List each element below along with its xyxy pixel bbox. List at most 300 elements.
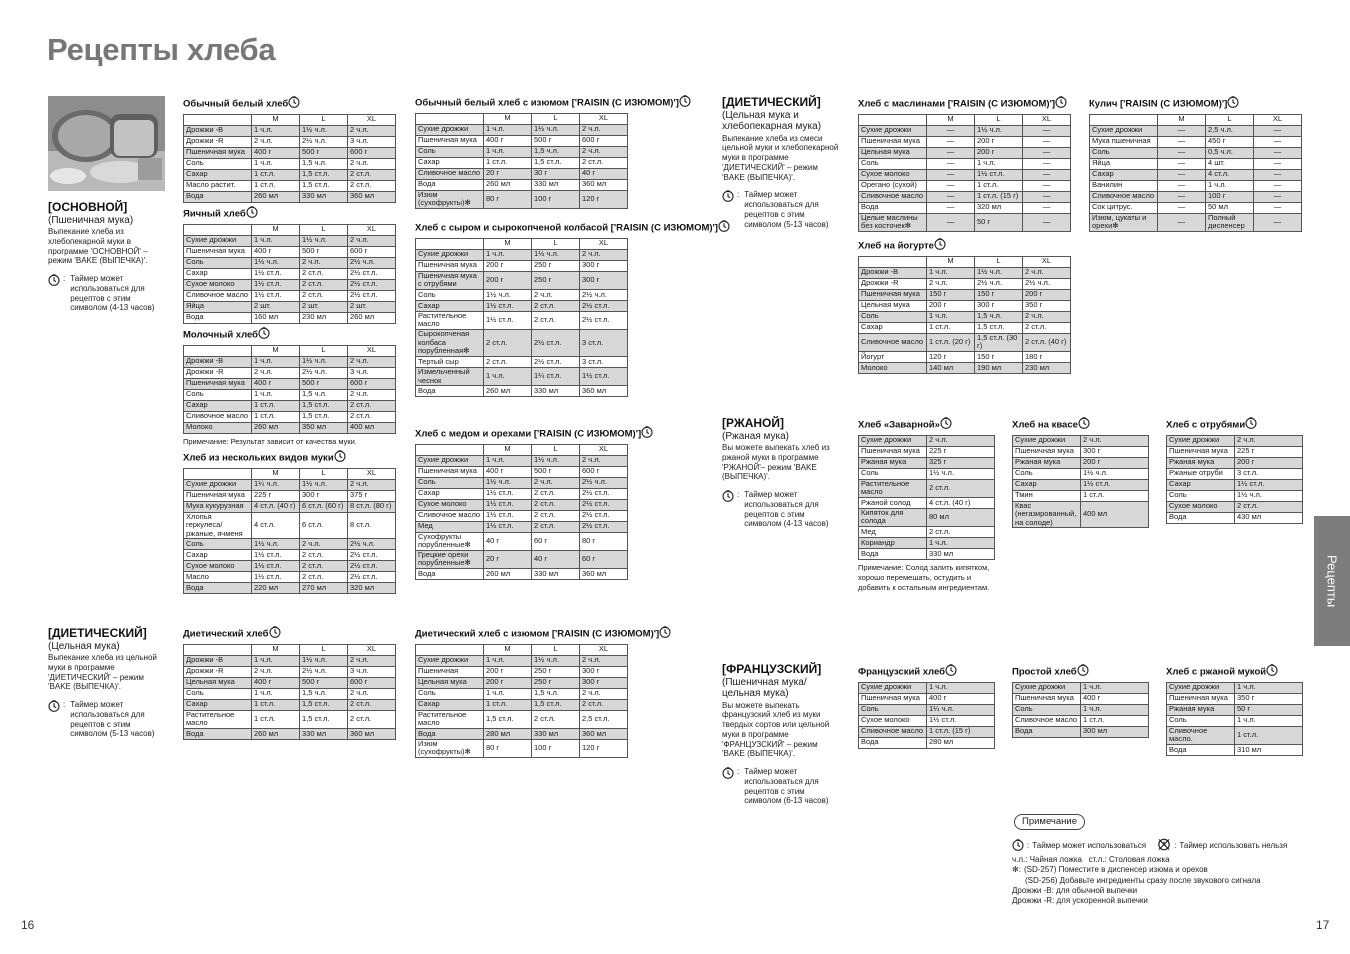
ingredient-amount: 270 мл [300, 583, 348, 594]
ingredient-amount: 330 мл [532, 728, 580, 739]
recipe-table [183, 345, 396, 434]
timer-icon [288, 96, 300, 112]
table-row [1167, 744, 1303, 755]
table-row [184, 367, 396, 378]
table-row [416, 249, 628, 260]
timer-icon [718, 220, 730, 236]
recipe-title [858, 664, 995, 680]
ingredient-amount: 1½ ст.л. [252, 561, 300, 572]
ingredient-amount: 2 ч.л. [1023, 311, 1071, 322]
table-row [1090, 213, 1302, 231]
recipe-table [858, 114, 1071, 232]
table-row [416, 386, 628, 397]
ingredient-name: Соль [184, 257, 252, 268]
table-row [184, 512, 396, 539]
ingredient-name: Сливочное масло. [1167, 726, 1235, 744]
ingredient-name: Сахар [416, 488, 484, 499]
table-row [416, 124, 628, 135]
table-row [416, 455, 628, 466]
ingredient-amount: 80 мл [927, 508, 995, 526]
ingredient-amount: 1½ ст.л. [484, 499, 532, 510]
ingredient-name: Хлопья геркулеса/ ржаные, ячменя [184, 512, 252, 539]
timer-note: : Таймер может использоваться для рецептов с этим символом (5-13 часов) [722, 190, 842, 229]
recipe-zavarnoy [858, 417, 995, 592]
legend-title: Примечание [1014, 814, 1085, 830]
ingredient-amount: 2½ ст.л. [348, 290, 396, 301]
ingredient-amount: — [1158, 202, 1206, 213]
table-row [859, 289, 1071, 300]
size-l-header: L [300, 345, 348, 356]
ingredient-name: Сухие дрожжи [859, 435, 927, 446]
timer-note-text: Таймер может использоваться для рецептов с этим символом (4-13 часов) [70, 274, 155, 313]
table-row [416, 655, 628, 666]
ingredient-amount: 8 ст.л. (80 г) [348, 501, 396, 512]
timer-icon [722, 490, 734, 529]
ingredient-amount: 2 ч.л. [927, 278, 975, 289]
table-row [859, 362, 1071, 373]
size-xl-header: XL [348, 644, 396, 655]
ingredient-amount: 60 г [532, 532, 580, 550]
table-row [1167, 446, 1303, 457]
table-row [859, 351, 1071, 362]
ingredient-amount: 1½ ч.л. [300, 356, 348, 367]
ingredient-amount: 1,5 ст.л. [300, 400, 348, 411]
table-row [859, 180, 1071, 191]
ingredient-amount: — [1158, 125, 1206, 136]
ingredient-amount: 2 ст.л. [580, 699, 628, 710]
timer-icon [1077, 664, 1089, 680]
ingredient-amount: 4 шт. [1206, 158, 1254, 169]
ingredient-name: Пшеничная [416, 666, 484, 677]
timer-note: : Таймер может использоваться для рецептов с этим символом (4-13 часов) [48, 274, 166, 313]
ingredient-name: Пшеничная мука [859, 136, 927, 147]
ingredient-amount: 2½ ч.л. [348, 539, 396, 550]
recipe-table [1012, 682, 1149, 738]
section-description: Выпекание хлеба из цельной муки в программе 'ДИЕТИЧЕСКИЙ' – режим 'BAKE (ВЫПЕЧКА)'. [48, 653, 157, 692]
ingredient-amount: 1½ ч.л. [975, 125, 1023, 136]
ingredient-amount: 1½ ст.л. [1081, 479, 1149, 490]
ingredient-name: Дрожжи -R [184, 367, 252, 378]
table-row [859, 213, 1071, 231]
ingredient-amount: 2 ч.л. [348, 158, 396, 169]
ingredient-amount: 2 ст.л. (40 г) [1023, 333, 1071, 351]
ingredient-amount: 200 г [484, 677, 532, 688]
ingredient-amount: 400 г [252, 378, 300, 389]
ingredient-amount: 1½ ч.л. [300, 655, 348, 666]
ingredient-amount: 2 ст.л. [1023, 322, 1071, 333]
ingredient-amount: 2 ч.л. [580, 655, 628, 666]
ingredient-amount: — [927, 213, 975, 231]
table-row [859, 158, 1071, 169]
ingredient-amount: 4 ст.л. (40 г) [927, 497, 995, 508]
ingredient-name: Соль [416, 477, 484, 488]
ingredient-amount: 1,5 ч.л. [300, 688, 348, 699]
ingredient-amount: 225 г [927, 446, 995, 457]
ingredient-amount: — [1254, 125, 1302, 136]
timer-note-text: Таймер может использоваться для рецептов с этим символом (4-13 часов) [744, 490, 829, 529]
ingredient-amount: 300 г [580, 260, 628, 271]
table-row [1090, 191, 1302, 202]
recipe-title [858, 238, 1071, 254]
recipe-title-text: Диетический хлеб с изюмом ['RAISIN (С ИЗЮМОМ)'] [415, 628, 660, 640]
recipe-milk [183, 327, 396, 446]
ingredient-name: Вода [416, 569, 484, 580]
ingredient-amount: 1,5 ч.л. [532, 146, 580, 157]
ingredient-amount: — [1254, 202, 1302, 213]
ingredient-name: Сливочное масло [416, 510, 484, 521]
ingredient-amount: 2,5 ч.л. [1206, 125, 1254, 136]
recipe-table [183, 468, 396, 595]
ingredient-amount: 2 ст.л. [300, 268, 348, 279]
timer-icon [334, 450, 346, 466]
table-row [416, 550, 628, 568]
ingredient-amount: 230 мл [1023, 362, 1071, 373]
ingredient-amount: 2 ч.л. [1235, 435, 1303, 446]
ingredient-amount: 1 ст.л. [975, 180, 1023, 191]
table-row [416, 521, 628, 532]
table-header-row [184, 468, 396, 479]
ingredient-amount: 1½ ч.л. [532, 124, 580, 135]
table-row [184, 479, 396, 490]
ingredient-amount: 1½ ч.л. [532, 455, 580, 466]
table-row [416, 260, 628, 271]
ingredient-amount: 1½ ст.л. [252, 279, 300, 290]
table-row [1013, 435, 1149, 446]
table-row [859, 726, 995, 737]
table-row [1167, 479, 1303, 490]
ingredient-amount: 40 г [580, 168, 628, 179]
ingredient-amount: 1½ ч.л. [300, 479, 348, 490]
ingredient-amount: 2,5 ст.л. [580, 710, 628, 728]
ingredient-amount: 1,5 ст.л. [975, 322, 1023, 333]
ingredient-name: Сахар [184, 400, 252, 411]
ingredient-name: Сахар [416, 157, 484, 168]
ingredient-amount: 325 г [927, 457, 995, 468]
recipe-title [183, 96, 396, 112]
timer-note-text: Таймер может использоваться для рецептов с этим символом (6-13 часов) [744, 767, 829, 806]
ingredient-amount: 8 ст.л. [348, 512, 396, 539]
table-row [184, 666, 396, 677]
ingredient-amount: 1 ст.л. [484, 699, 532, 710]
size-xl-header: XL [348, 345, 396, 356]
timer-icon [246, 206, 258, 222]
ingredient-amount: — [1254, 147, 1302, 158]
table-row [416, 300, 628, 311]
table-header-row [416, 113, 628, 124]
table-row [416, 311, 628, 329]
timer-icon [48, 274, 60, 313]
ingredient-amount: 320 мл [975, 202, 1023, 213]
size-m-header: M [252, 468, 300, 479]
ingredient-name: Растительное масло [859, 479, 927, 497]
table-row [416, 728, 628, 739]
ingredient-amount: 2 ст.л. [484, 330, 532, 357]
table-row [1013, 715, 1149, 726]
table-row [1167, 435, 1303, 446]
ingredient-amount: 3 ч.л. [348, 666, 396, 677]
ingredient-name: Сырокопченая колбаса порубленная✻ [416, 330, 484, 357]
table-row [859, 202, 1071, 213]
size-m-header: M [252, 345, 300, 356]
table-row [859, 527, 995, 538]
ingredient-name: Пшеничная мука [416, 466, 484, 477]
header-cell-empty [416, 444, 484, 455]
ingredient-amount: 1 ч.л. [1235, 682, 1303, 693]
ingredient-name: Сливочное масло [184, 290, 252, 301]
ingredient-amount: 2 шт. [252, 301, 300, 312]
table-row [1167, 726, 1303, 744]
recipe-bran [1166, 417, 1303, 524]
ingredient-amount: 150 г [927, 289, 975, 300]
ingredient-name: Сухие дрожжи [416, 249, 484, 260]
ingredient-name: Пшеничная мука [859, 446, 927, 457]
table-row [1090, 147, 1302, 158]
ingredient-amount: 1½ ст.л. [484, 521, 532, 532]
recipe-kvass [1012, 417, 1149, 528]
table-row [1013, 446, 1149, 457]
ingredient-amount: — [1023, 125, 1071, 136]
table-row [416, 190, 628, 208]
ingredient-amount: 2 ч.л. [348, 389, 396, 400]
ingredient-name: Цельная мука [184, 677, 252, 688]
ingredient-amount: 1½ ст.л. [1235, 479, 1303, 490]
legend-asterisk-1: (SD-257) Поместите в диспенсер изюма и орехов [1023, 865, 1208, 875]
ingredient-amount: 1½ ст.л. [927, 715, 995, 726]
ingredient-amount: 6 ст.л. (60 г) [300, 501, 348, 512]
ingredient-amount: 2 ч.л. [580, 455, 628, 466]
ingredient-amount: 300 г [975, 300, 1023, 311]
ingredient-amount: 360 мл [580, 179, 628, 190]
ingredient-amount: 1½ ч.л. [532, 655, 580, 666]
ingredient-amount: 1½ ст.л. [252, 268, 300, 279]
ingredient-amount: 20 г [484, 550, 532, 568]
ingredient-name: Сухофрукты порубленные✻ [416, 532, 484, 550]
table-row [1090, 125, 1302, 136]
timer-icon [258, 327, 270, 343]
ingredient-amount: 2 ч.л. [580, 146, 628, 157]
ingredient-name: Ржаная мука [1013, 457, 1081, 468]
ingredient-name: Сахар [1090, 169, 1158, 180]
size-xl-header: XL [580, 113, 628, 124]
ingredient-amount: 1½ ст.л. [484, 300, 532, 311]
table-row [1167, 512, 1303, 523]
recipe-table [858, 435, 995, 561]
table-row [1167, 490, 1303, 501]
table-row [859, 191, 1071, 202]
size-xl-header: XL [348, 468, 396, 479]
ingredient-amount: 2½ ч.л. [300, 136, 348, 147]
ingredient-amount: 0,5 ч.л. [1206, 147, 1254, 158]
ingredient-name: Вода [184, 728, 252, 739]
ingredient-amount: 1½ ст.л. [484, 510, 532, 521]
ingredient-amount: 2½ ст.л. [348, 279, 396, 290]
ingredient-name: Пшеничная мука [1167, 693, 1235, 704]
size-m-header: M [927, 256, 975, 267]
size-l-header: L [975, 114, 1023, 125]
recipe-title [415, 626, 671, 642]
ingredient-amount: 200 г [484, 666, 532, 677]
legend-yeast-r: Дрожжи -R: для ускоренной выпечки [1012, 896, 1148, 906]
ingredient-name: Вода [859, 549, 927, 560]
table-header-row [859, 256, 1071, 267]
ingredient-amount: 2½ ч.л. [975, 278, 1023, 289]
header-cell-empty [184, 114, 252, 125]
ingredient-name: Мука кукурузная [184, 501, 252, 512]
section-heading: [РЖАНОЙ] [722, 416, 784, 430]
ingredient-amount: 1 ч.л. [927, 267, 975, 278]
ingredient-name: Пшеничная мука [859, 693, 927, 704]
timer-icon [679, 95, 691, 111]
ingredient-amount: 1 ст.л. [252, 180, 300, 191]
ingredient-name: Сухое молоко [859, 715, 927, 726]
table-header-row [416, 238, 628, 249]
ingredient-amount: 280 мл [927, 737, 995, 748]
ingredient-amount: — [1023, 169, 1071, 180]
recipe-rye-flour [1166, 664, 1303, 756]
ingredient-amount: 2½ ст.л. [532, 356, 580, 367]
ingredient-amount: — [1254, 180, 1302, 191]
ingredient-amount: 1¼ ч.л. [927, 704, 995, 715]
ingredient-amount: 20 г [484, 168, 532, 179]
table-row [184, 180, 396, 191]
ingredient-amount: 300 г [580, 677, 628, 688]
size-m-header: M [252, 114, 300, 125]
ingredient-name: Соль [859, 468, 927, 479]
ingredient-name: Ржаной солод [859, 497, 927, 508]
ingredient-name: Соль [416, 146, 484, 157]
table-row [859, 508, 995, 526]
ingredient-amount: — [1254, 158, 1302, 169]
ingredient-amount: 1 ст.л. [1235, 726, 1303, 744]
ingredient-name: Вода [1167, 512, 1235, 523]
ingredient-name: Сухие дрожжи [184, 479, 252, 490]
ingredient-name: Сахар [1167, 479, 1235, 490]
ingredient-amount: 2 ст.л. [532, 488, 580, 499]
size-m-header: M [484, 238, 532, 249]
ingredient-name: Сухое молоко [1167, 501, 1235, 512]
recipe-title-text: Хлеб «Заварной» [858, 419, 940, 431]
table-row [184, 550, 396, 561]
section-heading: [ФРАНЦУЗСКИЙ] [722, 662, 822, 676]
table-row [859, 538, 995, 549]
ingredient-name: Дрожжи -B [184, 655, 252, 666]
ingredient-name: Сухие дрожжи [1013, 435, 1081, 446]
recipe-title-text: Хлеб с отрубями [1166, 419, 1246, 431]
header-cell-empty [859, 256, 927, 267]
ingredient-amount: 120 г [580, 190, 628, 208]
legend-timer-ok: Таймер может использоваться [1032, 841, 1147, 851]
ingredient-amount: — [927, 147, 975, 158]
ingredient-amount: 2 ст.л. [532, 311, 580, 329]
ingredient-amount: 400 г [252, 147, 300, 158]
ingredient-name: Сахар [1013, 479, 1081, 490]
ingredient-name: Сахар [184, 699, 252, 710]
table-row [416, 677, 628, 688]
ingredient-name: Сухое молоко [184, 561, 252, 572]
recipe-title-text: Хлеб с медом и орехами ['RAISIN (С ИЗЮМОМ)'] [415, 428, 642, 440]
timer-icon [1078, 417, 1090, 433]
ingredient-amount: 600 г [348, 378, 396, 389]
recipe-title [1012, 417, 1149, 433]
ingredient-amount: Полный диспенсер [1206, 213, 1254, 231]
table-row [184, 710, 396, 728]
ingredient-name: Соль [184, 389, 252, 400]
table-row [416, 146, 628, 157]
table-row [859, 435, 995, 446]
header-cell-empty [184, 345, 252, 356]
table-header-row [416, 644, 628, 655]
ingredient-amount: 330 мл [532, 569, 580, 580]
table-row [184, 655, 396, 666]
size-m-header: M [927, 114, 975, 125]
ingredient-name: Сухие дрожжи [416, 124, 484, 135]
ingredient-amount: 1½ ч.л. [1235, 490, 1303, 501]
table-row [416, 739, 628, 757]
recipe-simple [1012, 664, 1149, 738]
ingredient-amount: 2 ст.л. [532, 300, 580, 311]
table-row [184, 356, 396, 367]
ingredient-name: Изюм, цукаты и орехи✻ [1090, 213, 1158, 231]
ingredient-amount: 2½ ст.л. [580, 521, 628, 532]
ingredient-amount: — [927, 169, 975, 180]
table-row [416, 532, 628, 550]
table-row [1013, 693, 1149, 704]
table-row [859, 479, 995, 497]
ingredient-amount: 140 мл [927, 362, 975, 373]
ingredient-amount: 2 ч.л. [927, 435, 995, 446]
ingredient-amount: 260 мл [484, 179, 532, 190]
ingredient-amount: 2½ ст.л. [580, 300, 628, 311]
ingredient-amount: 330 мл [927, 549, 995, 560]
no-timer-icon [1157, 838, 1171, 854]
ingredient-amount: 1,5 ст.л. [532, 699, 580, 710]
ingredient-amount: — [1254, 213, 1302, 231]
ingredient-amount: 225 г [252, 490, 300, 501]
ingredient-amount: — [1254, 169, 1302, 180]
ingredient-name: Соль [1013, 468, 1081, 479]
ingredient-amount: 600 г [348, 147, 396, 158]
ingredient-amount: 200 г [484, 260, 532, 271]
ingredient-amount: 1,5 ст.л. (30 г) [975, 333, 1023, 351]
ingredient-amount: 4 ст.л. [1206, 169, 1254, 180]
ingredient-amount: 2 ст.л. [580, 157, 628, 168]
ingredient-name: Дрожжи -B [184, 356, 252, 367]
section-subheading: (Ржаная мука) [722, 430, 790, 442]
ingredient-amount: 300 г [1081, 446, 1149, 457]
ingredient-amount: 120 г [927, 351, 975, 362]
ingredient-amount: — [927, 136, 975, 147]
ingredient-amount: 2 ст.л. [484, 356, 532, 367]
ingredient-name: Мука пшеничная [1090, 136, 1158, 147]
ingredient-amount: 1 ст.л. [927, 322, 975, 333]
size-xl-header: XL [1023, 114, 1071, 125]
ingredient-name: Сахар [859, 322, 927, 333]
section-diet-mixed [722, 95, 842, 229]
ingredient-amount: 2½ ч.л. [580, 477, 628, 488]
table-row [1167, 457, 1303, 468]
ingredient-amount: 1 ст.л. (15 г) [975, 191, 1023, 202]
recipe-olives [858, 96, 1071, 232]
ingredient-amount: 1½ ч.л. [300, 235, 348, 246]
ingredient-amount: 1½ ч.л. [300, 125, 348, 136]
bread-photo [48, 96, 165, 191]
ingredient-amount: 2 ч.л. [348, 688, 396, 699]
recipe-title-text: Молочный хлеб [183, 329, 259, 341]
ingredient-amount: 1½ ч.л. [252, 539, 300, 550]
recipe-title-text: Простой хлеб [1012, 666, 1077, 678]
recipe-title [1166, 417, 1303, 433]
table-row [416, 488, 628, 499]
